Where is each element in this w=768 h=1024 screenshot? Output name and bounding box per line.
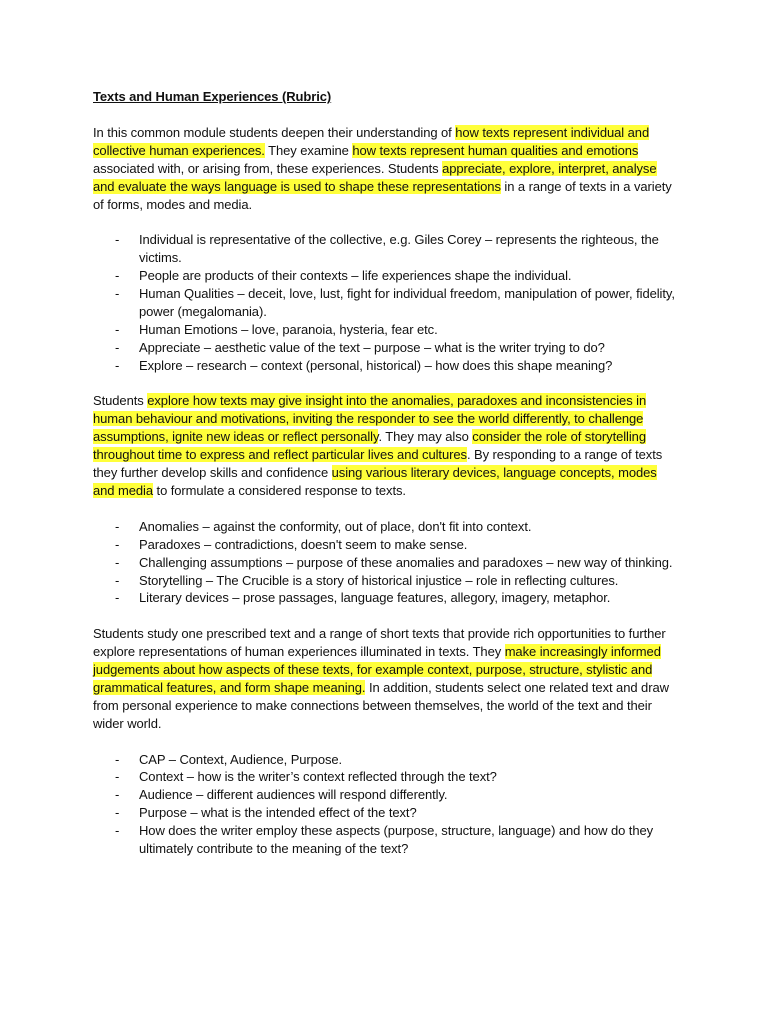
dash-bullet-icon: -	[115, 321, 120, 337]
dash-bullet-icon: -	[115, 268, 120, 284]
list-item	[115, 536, 679, 554]
paragraph-text: associated with, or arising from, these experiences. Students	[93, 160, 443, 176]
dash-bullet-icon: -	[115, 572, 120, 588]
paragraph-text: to formulate a considered response to texts.	[153, 483, 406, 498]
dash-bullet-icon: -	[115, 339, 120, 355]
list-item	[115, 751, 679, 769]
dash-bullet-icon: -	[115, 554, 120, 570]
list-item-text: Human Qualities – deceit, love, lust, fight for individual freedom, manipulation of power, fidelity, power (megalomania).	[139, 286, 675, 319]
paragraph-text: In addition, students select one related text and draw from personal experience to make connections between themselves, the world of the text and their wider world.	[93, 679, 669, 731]
list-item-text: Audience – different audiences will respond differently.	[139, 787, 448, 803]
dash-bullet-icon: -	[115, 536, 120, 552]
list-item	[115, 267, 679, 285]
highlighted-text: how texts represent individual and collective human experiences.	[93, 124, 650, 158]
list-item-text: Individual is representative of the collective, e.g. Giles Corey – represents the righteous, the victims.	[139, 232, 659, 266]
list-item	[115, 231, 679, 267]
highlighted-text: make increasingly informed judgements about how aspects of these texts, for example context, purpose, structure, stylistic and grammatical features, and form shape meaning.	[93, 644, 661, 695]
list-item-text: Storytelling – The Crucible is a story of historical injustice – role in reflecting cultures.	[139, 572, 619, 588]
dash-bullet-icon: -	[115, 805, 120, 821]
list-item	[115, 321, 679, 339]
dash-bullet-icon: -	[115, 787, 120, 803]
list-item-text: Literary devices – prose passages, language features, allegory, imagery, metaphor.	[139, 590, 611, 606]
list-item	[115, 285, 679, 321]
dash-bullet-icon: -	[115, 823, 120, 839]
list-item	[115, 589, 679, 607]
list-item-text: Explore – research – context (personal, historical) – how does this shape meaning?	[139, 357, 613, 373]
list-item	[115, 768, 679, 786]
paragraph-text: . By responding to a range of texts they further develop skills and confidence	[93, 447, 663, 481]
list-item-text: People are products of their contexts – life experiences shape the individual.	[139, 268, 572, 284]
list-item-text: Challenging assumptions – purpose of these anomalies and paradoxes – new way of thinking.	[139, 554, 673, 570]
list-item	[115, 822, 679, 858]
list-item-text: CAP – Context, Audience, Purpose.	[139, 751, 343, 767]
list-item	[115, 357, 679, 375]
body-paragraph	[93, 392, 681, 499]
list-item-text: How does the writer employ these aspects (purpose, structure, language) and how do they ultimately contribute to the meaning of the text?	[139, 823, 654, 857]
list-item-text: Purpose – what is the intended effect of the text?	[139, 805, 417, 821]
list-item-text: Appreciate – aesthetic value of the text – purpose – what is the writer trying to do?	[139, 339, 605, 355]
dash-bullet-icon: -	[115, 751, 120, 767]
list-item-text: Human Emotions – love, paranoia, hysteria, fear etc.	[139, 321, 438, 337]
highlighted-text: explore how texts may give insight into the anomalies, paradoxes and inconsistencies in human behaviour and motivations, inviting the responder to see the world differently, to challenge assumptions, ignite new ideas or reflect personally	[93, 393, 647, 445]
body-paragraph	[93, 124, 681, 214]
paragraph-text: Students	[93, 393, 148, 409]
dash-bullet-icon: -	[115, 286, 120, 302]
bullet-list	[93, 751, 679, 858]
paragraph-text: They examine	[264, 142, 353, 158]
dash-bullet-icon: -	[115, 232, 120, 248]
highlighted-text: consider the role of storytelling throughout time to express and reflect particular lives and cultures	[93, 429, 646, 463]
dash-bullet-icon: -	[115, 518, 120, 534]
list-item	[115, 786, 679, 804]
dash-bullet-icon: -	[115, 769, 120, 785]
paragraph-text: . They may also	[378, 429, 473, 445]
dash-bullet-icon: -	[115, 357, 120, 373]
highlighted-text: how texts represent human qualities and emotions	[352, 142, 639, 158]
paragraph-text: in a range of texts in a variety of forms, modes and media.	[93, 178, 672, 212]
list-item	[115, 572, 679, 590]
bullet-list	[93, 231, 679, 374]
document-body	[93, 124, 698, 858]
highlighted-text: using various literary devices, language concepts, modes and media	[93, 465, 657, 498]
list-item-text: Anomalies – against the conformity, out of place, don't fit into context.	[139, 518, 532, 534]
document-title: Texts and Human Experiences (Rubric)	[93, 89, 332, 104]
list-item	[115, 518, 679, 536]
bullet-list	[93, 518, 679, 608]
list-item-text: Context – how is the writer’s context reflected through the text?	[139, 769, 497, 785]
list-item-text: Paradoxes – contradictions, doesn't seem to make sense.	[139, 536, 468, 552]
paragraph-text: In this common module students deepen their understanding of	[93, 124, 456, 140]
list-item	[115, 554, 679, 572]
highlighted-text: appreciate, explore, interpret, analyse and evaluate the ways language is used to shape these representations	[93, 160, 657, 194]
list-item	[115, 804, 679, 822]
list-item	[115, 339, 679, 357]
paragraph-text: Students study one prescribed text and a range of short texts that provide rich opportunities to further explore representations of human experiences illuminated in texts. They	[93, 626, 666, 660]
dash-bullet-icon: -	[115, 590, 120, 606]
body-paragraph	[93, 625, 681, 732]
